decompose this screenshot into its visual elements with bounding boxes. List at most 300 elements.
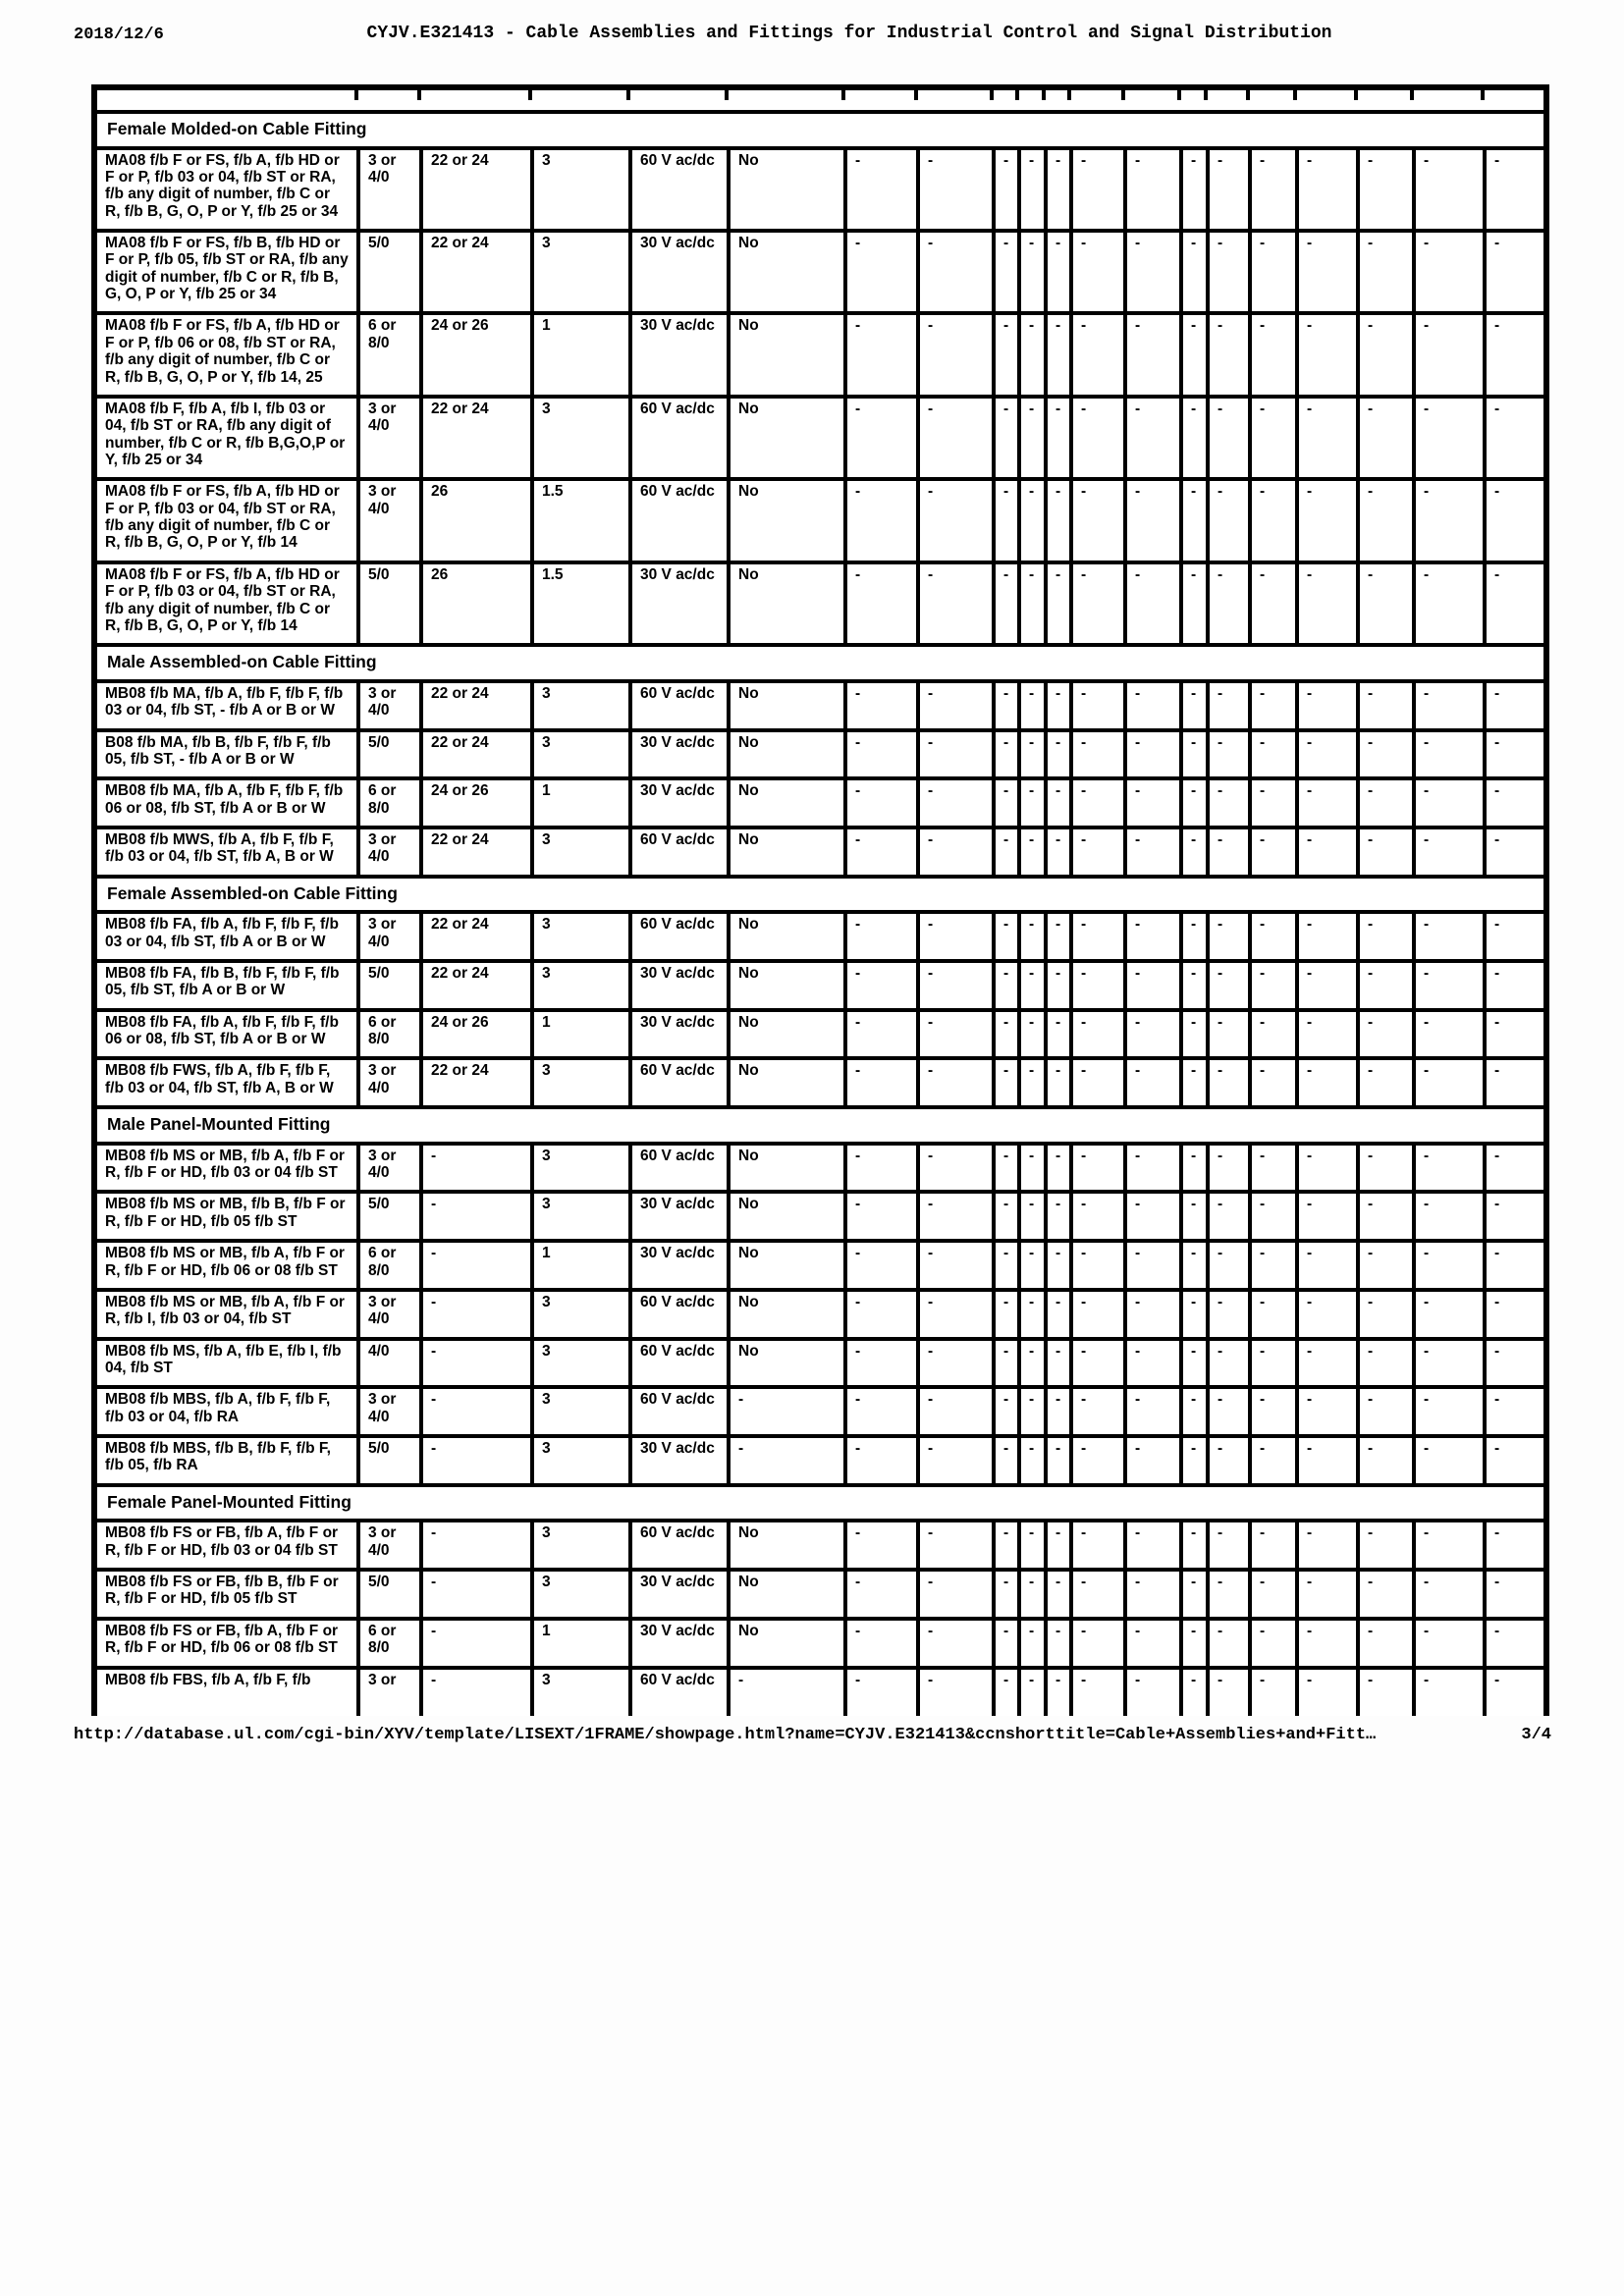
- table-cell: -: [1125, 1192, 1181, 1241]
- table-cell: 5/0: [358, 1192, 421, 1241]
- table-cell: -: [1485, 1192, 1546, 1241]
- table-cell: -: [918, 681, 994, 730]
- table-cell: -: [1046, 148, 1071, 231]
- table-cell: 60 V ac/dc: [630, 1387, 729, 1436]
- table-cell: -: [1071, 1668, 1125, 1716]
- table-cell: -: [1181, 1058, 1208, 1107]
- table-cell: -: [845, 562, 918, 645]
- table-cell: -: [1019, 231, 1046, 313]
- table-cell: -: [1071, 1058, 1125, 1107]
- table-cell: -: [1297, 730, 1358, 779]
- table-cell: 3 or 4/0: [358, 681, 421, 730]
- table-row: [94, 1570, 1546, 1619]
- table-top-stub-cell: [1071, 87, 1125, 112]
- model-description-cell: MB08 f/b FS or FB, f/b A, f/b F or R, f/b F or HD, f/b 03 or 04 f/b ST: [94, 1521, 358, 1570]
- model-description-cell: MB08 f/b FA, f/b A, f/b F, f/b F, f/b 06 or 08, f/b ST, f/b A or B or W: [94, 1010, 358, 1059]
- table-cell: -: [918, 479, 994, 561]
- table-cell: No: [729, 1058, 845, 1107]
- table-row: [94, 562, 1546, 645]
- table-cell: -: [994, 1339, 1019, 1388]
- table-cell: -: [1297, 828, 1358, 877]
- model-description-cell: MA08 f/b F or FS, f/b A, f/b HD or F or P, f/b 03 or 04, f/b ST or RA, f/b any digit of number, f/b C or R, f/b B, G, O, P or Y, f/b 25 or 34: [94, 148, 358, 231]
- table-cell: -: [1125, 912, 1181, 961]
- table-cell: -: [1414, 1521, 1485, 1570]
- table-cell: 3: [532, 1144, 630, 1193]
- table-cell: -: [1250, 730, 1297, 779]
- table-cell: -: [1019, 1144, 1046, 1193]
- table-cell: No: [729, 1339, 845, 1388]
- model-description-cell: MB08 f/b MS or MB, f/b A, f/b F or R, f/b F or HD, f/b 03 or 04 f/b ST: [94, 1144, 358, 1193]
- table-cell: -: [918, 1010, 994, 1059]
- table-cell: -: [1046, 1521, 1071, 1570]
- table-cell: -: [1046, 912, 1071, 961]
- table-cell: No: [729, 1144, 845, 1193]
- table-cell: No: [729, 681, 845, 730]
- table-cell: -: [1297, 1339, 1358, 1388]
- table-cell: -: [1250, 1387, 1297, 1436]
- table-cell: No: [729, 1570, 845, 1619]
- table-cell: -: [1414, 730, 1485, 779]
- table-cell: -: [1414, 1290, 1485, 1339]
- table-cell: -: [1181, 1241, 1208, 1290]
- table-cell: -: [1297, 1058, 1358, 1107]
- table-cell: -: [1358, 1010, 1414, 1059]
- table-cell: -: [421, 1436, 532, 1485]
- table-row: [94, 313, 1546, 396]
- table-cell: -: [845, 397, 918, 479]
- table-cell: -: [994, 1192, 1019, 1241]
- table-cell: -: [845, 1010, 918, 1059]
- table-cell: -: [1297, 148, 1358, 231]
- table-cell: -: [1181, 681, 1208, 730]
- table-cell: No: [729, 1521, 845, 1570]
- table-cell: -: [1208, 1192, 1250, 1241]
- table-cell: -: [1046, 778, 1071, 828]
- table-cell: -: [845, 730, 918, 779]
- table-cell: -: [729, 1387, 845, 1436]
- table-cell: -: [1071, 313, 1125, 396]
- table-top-stub-cell: [1181, 87, 1208, 112]
- table-cell: -: [1181, 828, 1208, 877]
- table-cell: -: [1125, 1010, 1181, 1059]
- table-cell: -: [1297, 912, 1358, 961]
- table-cell: 22 or 24: [421, 961, 532, 1010]
- table-cell: No: [729, 313, 845, 396]
- table-cell: -: [1019, 148, 1046, 231]
- table-cell: -: [845, 1387, 918, 1436]
- page-header: [0, 0, 1624, 84]
- table-cell: 3 or 4/0: [358, 1290, 421, 1339]
- table-cell: -: [1046, 1436, 1071, 1485]
- table-top-stub-cell: [1358, 87, 1414, 112]
- table-top-stub-cell: [1125, 87, 1181, 112]
- table-cell: -: [845, 1619, 918, 1668]
- table-cell: -: [729, 1436, 845, 1485]
- table-cell: 3: [532, 961, 630, 1010]
- table-cell: -: [1485, 1290, 1546, 1339]
- table-cell: -: [1046, 479, 1071, 561]
- table-cell: -: [1071, 912, 1125, 961]
- table-cell: -: [1071, 828, 1125, 877]
- table-cell: -: [1181, 1619, 1208, 1668]
- table-cell: -: [1125, 1619, 1181, 1668]
- table-cell: -: [1358, 1144, 1414, 1193]
- table-cell: 22 or 24: [421, 730, 532, 779]
- table-cell: -: [1358, 1570, 1414, 1619]
- table-cell: -: [1297, 681, 1358, 730]
- table-cell: -: [845, 1339, 918, 1388]
- table-cell: -: [1485, 231, 1546, 313]
- table-cell: -: [918, 1570, 994, 1619]
- table-cell: No: [729, 231, 845, 313]
- table-cell: -: [1358, 148, 1414, 231]
- table-top-stub-cell: [630, 87, 729, 112]
- table-row: [94, 961, 1546, 1010]
- table-cell: -: [1071, 1436, 1125, 1485]
- table-cell: -: [1250, 1144, 1297, 1193]
- table-row: [94, 1387, 1546, 1436]
- table-cell: -: [1125, 828, 1181, 877]
- table-cell: -: [1358, 1387, 1414, 1436]
- table-cell: -: [918, 1668, 994, 1716]
- table-cell: 3: [532, 1521, 630, 1570]
- section-header-row: [94, 1107, 1546, 1144]
- table-cell: 3: [532, 1668, 630, 1716]
- table-row: [94, 778, 1546, 828]
- table-row: [94, 1339, 1546, 1388]
- table-cell: -: [1208, 828, 1250, 877]
- table-cell: -: [1485, 1010, 1546, 1059]
- table-cell: 3: [532, 1570, 630, 1619]
- table-cell: -: [1125, 1387, 1181, 1436]
- table-cell: -: [845, 1192, 918, 1241]
- table-cell: 6 or 8/0: [358, 313, 421, 396]
- table-cell: -: [918, 1387, 994, 1436]
- table-cell: -: [1485, 397, 1546, 479]
- table-cell: 3 or 4/0: [358, 912, 421, 961]
- page-number: 3/4: [1521, 1725, 1551, 1744]
- table-cell: -: [1485, 1058, 1546, 1107]
- table-cell: -: [994, 912, 1019, 961]
- table-cell: -: [1485, 1339, 1546, 1388]
- table-row: [94, 1619, 1546, 1668]
- table-cell: -: [1208, 1570, 1250, 1619]
- table-cell: -: [1181, 912, 1208, 961]
- table-cell: -: [1414, 828, 1485, 877]
- table-top-stub-cell: [1046, 87, 1071, 112]
- table-cell: -: [994, 1010, 1019, 1059]
- table-cell: -: [1125, 1339, 1181, 1388]
- table-cell: -: [1297, 1619, 1358, 1668]
- table-cell: -: [1414, 681, 1485, 730]
- table-cell: -: [1297, 778, 1358, 828]
- table-cell: -: [918, 562, 994, 645]
- table-cell: -: [1250, 1058, 1297, 1107]
- table-cell: -: [1414, 1339, 1485, 1388]
- table-cell: 30 V ac/dc: [630, 313, 729, 396]
- table-cell: 3: [532, 730, 630, 779]
- table-cell: -: [1250, 1619, 1297, 1668]
- table-cell: -: [1208, 1241, 1250, 1290]
- table-cell: -: [1485, 562, 1546, 645]
- table-cell: -: [1297, 961, 1358, 1010]
- table-cell: 60 V ac/dc: [630, 1144, 729, 1193]
- table-cell: -: [994, 778, 1019, 828]
- section-header: Female Assembled-on Cable Fitting: [94, 877, 1546, 913]
- table-cell: 3 or 4/0: [358, 828, 421, 877]
- model-description-cell: MB08 f/b MWS, f/b A, f/b F, f/b F, f/b 03 or 04, f/b ST, f/b A, B or W: [94, 828, 358, 877]
- table-cell: -: [1071, 1619, 1125, 1668]
- table-cell: -: [1414, 562, 1485, 645]
- table-cell: -: [1125, 397, 1181, 479]
- table-cell: -: [918, 1619, 994, 1668]
- table-cell: -: [1358, 912, 1414, 961]
- table-cell: -: [1046, 1668, 1071, 1716]
- table-top-stub-cell: [1485, 87, 1546, 112]
- table-cell: No: [729, 562, 845, 645]
- table-cell: -: [994, 1668, 1019, 1716]
- table-cell: 3: [532, 1192, 630, 1241]
- table-cell: -: [1071, 148, 1125, 231]
- table-cell: -: [994, 1436, 1019, 1485]
- table-cell: -: [1250, 562, 1297, 645]
- table-cell: -: [845, 1144, 918, 1193]
- table-cell: 22 or 24: [421, 681, 532, 730]
- table-cell: 30 V ac/dc: [630, 961, 729, 1010]
- table-row: [94, 231, 1546, 313]
- table-row: [94, 1290, 1546, 1339]
- table-cell: -: [1181, 1387, 1208, 1436]
- table-cell: -: [994, 1387, 1019, 1436]
- table-cell: -: [918, 1241, 994, 1290]
- table-cell: 3: [532, 148, 630, 231]
- table-cell: 60 V ac/dc: [630, 1521, 729, 1570]
- table-cell: -: [1046, 231, 1071, 313]
- table-cell: 60 V ac/dc: [630, 1290, 729, 1339]
- table-cell: No: [729, 961, 845, 1010]
- model-description-cell: MB08 f/b MS or MB, f/b A, f/b F or R, f/b F or HD, f/b 06 or 08 f/b ST: [94, 1241, 358, 1290]
- model-description-cell: MB08 f/b MA, f/b A, f/b F, f/b F, f/b 06 or 08, f/b ST, f/b A or B or W: [94, 778, 358, 828]
- table-cell: -: [1046, 1387, 1071, 1436]
- table-cell: 60 V ac/dc: [630, 1058, 729, 1107]
- table-cell: -: [1125, 562, 1181, 645]
- table-cell: -: [845, 681, 918, 730]
- table-cell: 3: [532, 1387, 630, 1436]
- table-cell: -: [1181, 730, 1208, 779]
- table-cell: -: [1019, 1192, 1046, 1241]
- table-cell: -: [1125, 1144, 1181, 1193]
- table-cell: -: [1358, 961, 1414, 1010]
- table-cell: -: [1125, 231, 1181, 313]
- table-cell: 3 or: [358, 1668, 421, 1716]
- section-header-row: [94, 1485, 1546, 1522]
- table-cell: -: [1297, 1290, 1358, 1339]
- table-cell: -: [1358, 479, 1414, 561]
- table-cell: 3: [532, 231, 630, 313]
- table-cell: -: [1485, 1144, 1546, 1193]
- table-cell: -: [1414, 1010, 1485, 1059]
- table-cell: -: [1181, 1010, 1208, 1059]
- table-cell: -: [1250, 681, 1297, 730]
- table-cell: -: [1414, 1192, 1485, 1241]
- table-cell: -: [1071, 1010, 1125, 1059]
- table-cell: -: [994, 961, 1019, 1010]
- table-cell: -: [1019, 313, 1046, 396]
- table-cell: -: [1414, 313, 1485, 396]
- table-cell: -: [994, 1290, 1019, 1339]
- table-cell: 24 or 26: [421, 778, 532, 828]
- table-cell: -: [1414, 231, 1485, 313]
- table-cell: 3 or 4/0: [358, 479, 421, 561]
- table-cell: -: [1208, 1668, 1250, 1716]
- table-cell: -: [1358, 681, 1414, 730]
- table-cell: No: [729, 148, 845, 231]
- table-cell: -: [1485, 681, 1546, 730]
- page-date: 2018/12/6: [74, 26, 164, 44]
- table-cell: -: [1046, 961, 1071, 1010]
- table-cell: -: [1019, 1058, 1046, 1107]
- table-cell: -: [1358, 778, 1414, 828]
- table-top-stub-cell: [358, 87, 421, 112]
- table-cell: -: [1125, 1521, 1181, 1570]
- table-cell: -: [1250, 1436, 1297, 1485]
- table-cell: 3: [532, 1058, 630, 1107]
- table-cell: -: [1208, 1619, 1250, 1668]
- table-cell: -: [1125, 1058, 1181, 1107]
- model-description-cell: MA08 f/b F or FS, f/b A, f/b HD or F or P, f/b 03 or 04, f/b ST or RA, f/b any digit of number, f/b C or R, f/b B, G, O, P or Y, f/b 14: [94, 562, 358, 645]
- table-cell: -: [1208, 681, 1250, 730]
- table-cell: -: [1414, 1144, 1485, 1193]
- table-cell: -: [918, 1290, 994, 1339]
- table-cell: -: [918, 1339, 994, 1388]
- table-cell: -: [1250, 397, 1297, 479]
- table-cell: 5/0: [358, 562, 421, 645]
- model-description-cell: MB08 f/b MA, f/b A, f/b F, f/b F, f/b 03 or 04, f/b ST, - f/b A or B or W: [94, 681, 358, 730]
- table-cell: -: [1125, 1668, 1181, 1716]
- page-footer: [74, 1726, 1551, 1744]
- table-cell: -: [994, 730, 1019, 779]
- table-cell: 26: [421, 562, 532, 645]
- table-cell: 3: [532, 1290, 630, 1339]
- model-description-cell: MB08 f/b FBS, f/b A, f/b F, f/b: [94, 1668, 358, 1716]
- table-cell: -: [1414, 912, 1485, 961]
- table-cell: -: [1071, 778, 1125, 828]
- table-cell: -: [421, 1387, 532, 1436]
- table-cell: -: [1046, 1010, 1071, 1059]
- table-cell: 30 V ac/dc: [630, 562, 729, 645]
- fittings-table-wrapper: [91, 84, 1544, 1716]
- table-cell: 30 V ac/dc: [630, 778, 729, 828]
- model-description-cell: MB08 f/b FS or FB, f/b B, f/b F or R, f/b F or HD, f/b 05 f/b ST: [94, 1570, 358, 1619]
- model-description-cell: MB08 f/b FS or FB, f/b A, f/b F or R, f/b F or HD, f/b 06 or 08 f/b ST: [94, 1619, 358, 1668]
- table-cell: No: [729, 1010, 845, 1059]
- table-top-stub-row: [94, 87, 1546, 112]
- table-cell: -: [1019, 828, 1046, 877]
- table-cell: 30 V ac/dc: [630, 1436, 729, 1485]
- table-row: [94, 148, 1546, 231]
- table-cell: 5/0: [358, 1436, 421, 1485]
- table-cell: -: [1071, 231, 1125, 313]
- table-cell: -: [1019, 1436, 1046, 1485]
- table-cell: -: [918, 912, 994, 961]
- table-cell: -: [1019, 1570, 1046, 1619]
- table-cell: 1: [532, 1619, 630, 1668]
- table-cell: -: [1414, 148, 1485, 231]
- table-cell: -: [1414, 397, 1485, 479]
- model-description-cell: MB08 f/b FA, f/b B, f/b F, f/b F, f/b 05, f/b ST, f/b A or B or W: [94, 961, 358, 1010]
- table-row: [94, 1241, 1546, 1290]
- table-cell: -: [918, 231, 994, 313]
- table-cell: -: [1046, 562, 1071, 645]
- table-cell: 30 V ac/dc: [630, 1241, 729, 1290]
- table-cell: 1.5: [532, 479, 630, 561]
- table-cell: -: [1208, 148, 1250, 231]
- table-cell: -: [994, 828, 1019, 877]
- table-cell: -: [994, 562, 1019, 645]
- table-cell: 6 or 8/0: [358, 1619, 421, 1668]
- section-header-row: [94, 112, 1546, 148]
- table-cell: 60 V ac/dc: [630, 397, 729, 479]
- table-cell: -: [1125, 778, 1181, 828]
- table-cell: 3 or 4/0: [358, 148, 421, 231]
- table-cell: -: [1208, 961, 1250, 1010]
- table-cell: 60 V ac/dc: [630, 1339, 729, 1388]
- table-cell: 1.5: [532, 562, 630, 645]
- table-cell: -: [845, 148, 918, 231]
- table-row: [94, 397, 1546, 479]
- table-cell: 6 or 8/0: [358, 1010, 421, 1059]
- table-cell: No: [729, 828, 845, 877]
- table-cell: -: [1485, 1619, 1546, 1668]
- table-cell: -: [1071, 730, 1125, 779]
- table-cell: -: [1019, 1668, 1046, 1716]
- table-top-stub-cell: [1414, 87, 1485, 112]
- table-cell: -: [1071, 1241, 1125, 1290]
- table-cell: -: [1414, 1668, 1485, 1716]
- table-cell: -: [1414, 1058, 1485, 1107]
- table-cell: -: [1019, 1619, 1046, 1668]
- model-description-cell: MB08 f/b MS or MB, f/b B, f/b F or R, f/b F or HD, f/b 05 f/b ST: [94, 1192, 358, 1241]
- table-cell: 22 or 24: [421, 828, 532, 877]
- table-cell: 3 or 4/0: [358, 1144, 421, 1193]
- table-cell: 30 V ac/dc: [630, 1619, 729, 1668]
- table-cell: 1: [532, 1010, 630, 1059]
- table-cell: -: [1071, 397, 1125, 479]
- table-cell: -: [1414, 1570, 1485, 1619]
- table-cell: -: [729, 1668, 845, 1716]
- table-cell: -: [1046, 397, 1071, 479]
- table-cell: -: [994, 1570, 1019, 1619]
- table-cell: No: [729, 1290, 845, 1339]
- table-cell: -: [1046, 730, 1071, 779]
- table-cell: -: [1019, 681, 1046, 730]
- table-cell: -: [1250, 148, 1297, 231]
- table-cell: -: [1485, 828, 1546, 877]
- table-cell: -: [994, 1144, 1019, 1193]
- table-cell: -: [1208, 1058, 1250, 1107]
- table-cell: 30 V ac/dc: [630, 730, 729, 779]
- table-cell: -: [1250, 828, 1297, 877]
- table-cell: -: [1071, 562, 1125, 645]
- table-cell: 22 or 24: [421, 912, 532, 961]
- table-cell: -: [1250, 231, 1297, 313]
- table-cell: -: [1297, 313, 1358, 396]
- table-row: [94, 912, 1546, 961]
- table-cell: -: [1250, 961, 1297, 1010]
- table-cell: -: [1019, 778, 1046, 828]
- table-cell: -: [845, 313, 918, 396]
- table-cell: -: [1181, 148, 1208, 231]
